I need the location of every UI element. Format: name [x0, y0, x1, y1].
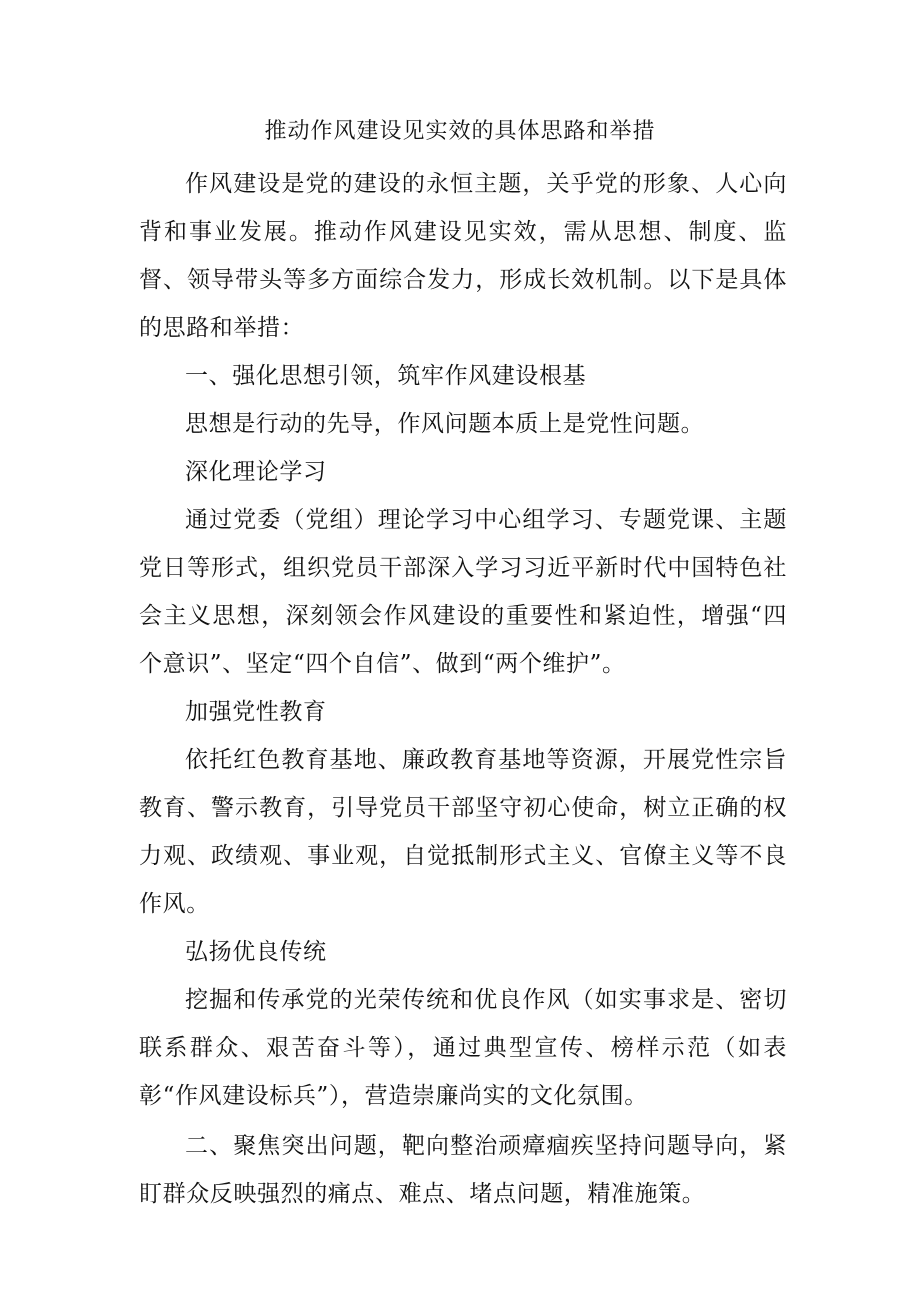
- section-heading-2: 二、聚焦突出问题，靶向整治顽瘴痼疾坚持问题导向，紧盯群众反映强烈的痛点、难点、堵点问题，精准施策。: [139, 1133, 787, 1207]
- subheading-theory-study: 深化理论学习: [185, 459, 327, 485]
- paragraph-party-education: 依托红色教育基地、廉政教育基地等资源，开展党性宗旨教育、警示教育，引导党员干部坚守初心使命，树立正确的权力观、政绩观、事业观，自觉抵制形式主义、官僚主义等不良作风。: [139, 747, 787, 917]
- subheading-traditions: 弘扬优良传统: [185, 939, 327, 965]
- paragraph-theory-study: 通过党委（党组）理论学习中心组学习、专题党课、主题党日等形式，组织党员干部深入学习习近平新时代中国特色社会主义思想，深刻领会作风建设的重要性和紧迫性，增强“四个意识”、坚定“四个自信”、做到“两个维护”。: [139, 507, 787, 677]
- document-title: 推动作风建设见实效的具体思路和举措: [264, 119, 656, 144]
- paragraph-traditions: 挖掘和传承党的光荣传统和优良作风（如实事求是、密切联系群众、艰苦奋斗等），通过典型宣传、榜样示范（如表彰“作风建设标兵”），营造崇廉尚实的文化氛围。: [139, 987, 787, 1109]
- document-body: [139, 160, 787, 1218]
- intro-paragraph: 作风建设是党的建设的永恒主题，关乎党的形象、人心向背和事业发展。推动作风建设见实效，需从思想、制度、监督、领导带头等多方面综合发力，形成长效机制。以下是具体的思路和举措：: [139, 171, 787, 341]
- section-heading-1: 一、强化思想引领，筑牢作风建设根基: [185, 363, 587, 389]
- section-1-lead: 思想是行动的先导，作风问题本质上是党性问题。: [185, 411, 705, 437]
- subheading-party-education: 加强党性教育: [185, 699, 327, 725]
